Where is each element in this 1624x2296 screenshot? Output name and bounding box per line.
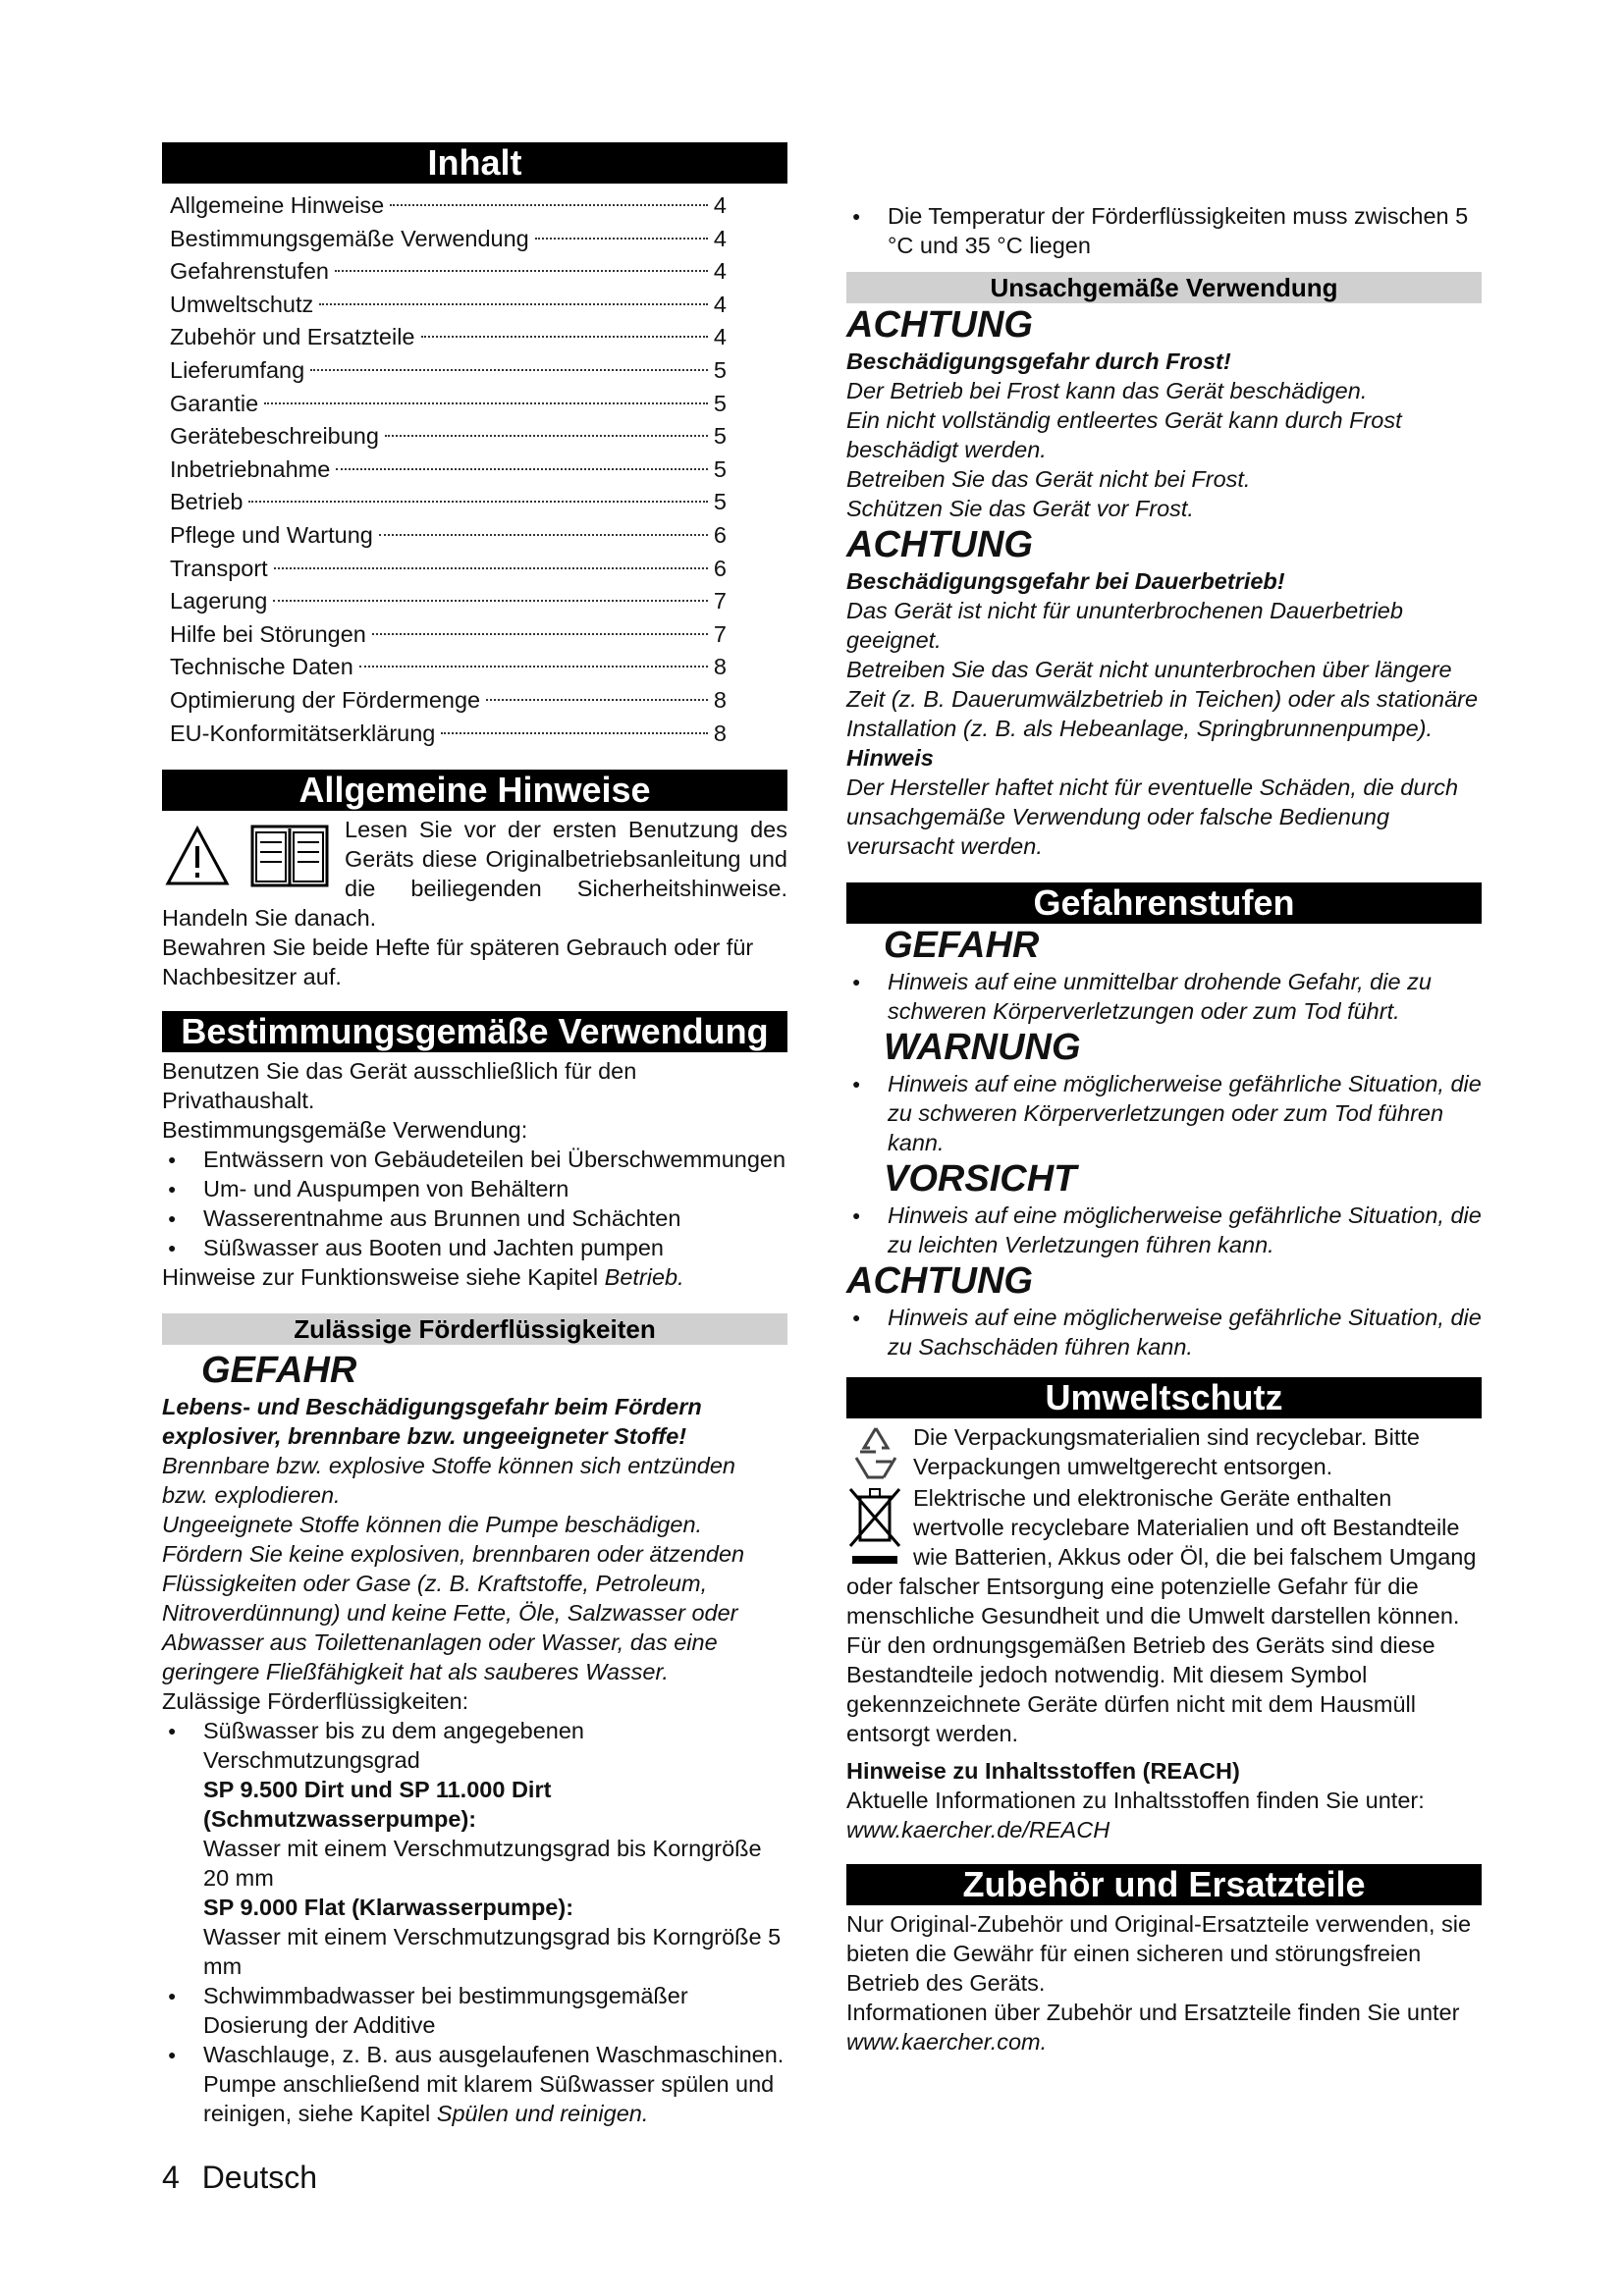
toc-entry-page: 8 xyxy=(713,654,727,680)
allgemein-intro: Lesen Sie vor der ersten Benutzung des Geräts diese Originalbetriebsanleitung und die beiliegenden Sicherheitshinweise. Handeln Sie danach. xyxy=(162,817,787,932)
toc-entry-title: EU-Konformitätserklärung xyxy=(170,720,436,746)
toc-entry-page: 4 xyxy=(713,291,727,317)
warning-triangle-book-icon xyxy=(162,815,339,893)
model-title-flat: SP 9.000 Flat (Klarwasserpumpe): xyxy=(203,1895,574,1921)
toc-leader-dots xyxy=(535,238,708,240)
toc-leader-dots xyxy=(486,699,708,701)
notice-title: Beschädigungsgefahr bei Dauerbetrieb! xyxy=(846,568,1285,594)
toc-entry-title: Bestimmungsgemäße Verwendung xyxy=(170,225,529,251)
warning-manual-icons xyxy=(162,815,339,903)
notice-title: Beschädigungsgefahr durch Frost! xyxy=(846,348,1231,374)
page-number: 4 xyxy=(162,2160,180,2195)
hint-title: Hinweis xyxy=(846,745,934,771)
zubehoer-p2-text: Informationen über Zubehör und Ersatzteile finden Sie unter xyxy=(846,2000,1460,2025)
toc-leader-dots xyxy=(390,204,708,206)
ref-link-spuelen: Spülen und reinigen. xyxy=(436,2101,649,2127)
toc-leader-dots xyxy=(359,666,708,667)
toc-entry[interactable] xyxy=(170,420,787,454)
notice-text: Betreiben Sie das Gerät nicht bei Frost. xyxy=(846,466,1251,492)
bestimmung-list xyxy=(162,1145,787,1262)
toc-entry[interactable] xyxy=(170,585,787,618)
toc-leader-dots xyxy=(385,435,708,437)
signal-word-gefahr: GEFAHR xyxy=(201,1350,357,1392)
list-item: ● Schwimmbadwasser bei bestimmungsgemäßer Dosierung der Additive xyxy=(162,1981,787,2040)
toc-leader-dots xyxy=(248,501,707,503)
list-item: ● Hinweis auf eine möglicherweise gefährliche Situation, die zu leichten Verletzungen führen kann. xyxy=(846,1201,1482,1259)
list-intro: Zulässige Förderflüssigkeiten: xyxy=(162,1688,469,1715)
toc-entry-page: 5 xyxy=(713,356,727,383)
weee-icon xyxy=(846,1483,909,1570)
toc-leader-dots xyxy=(319,303,708,305)
notice-text: Ein nicht vollständig entleertes Gerät kann durch Frost beschädigt werden. xyxy=(846,407,1402,462)
recycling-icon xyxy=(846,1422,909,1483)
toc-entry-title: Umweltschutz xyxy=(170,291,314,317)
toc-entry-title: Pflege und Wartung xyxy=(170,521,373,548)
ref-text: Hinweise zur Funktionsweise siehe Kapitel xyxy=(162,1264,599,1291)
toc-entry-title: Hilfe bei Störungen xyxy=(170,620,366,647)
model-text-flat: Wasser mit einem Verschmutzungsgrad bis Korngröße 5 mm xyxy=(203,1924,782,1980)
bestimmung-p2: Bestimmungsgemäße Verwendung: xyxy=(162,1117,528,1144)
toc-entry-page: 4 xyxy=(713,225,727,251)
toc-entry-page: 4 xyxy=(713,258,727,285)
toc-entry[interactable] xyxy=(170,223,787,256)
recycle-text: Die Verpackungsmaterialien sind recyclebar. Bitte Verpackungen umweltgerecht entsorgen. xyxy=(913,1424,1420,1479)
toc-entry[interactable] xyxy=(170,289,787,322)
list-item: ● Um- und Auspumpen von Behältern xyxy=(162,1174,787,1203)
toc-entry[interactable] xyxy=(170,486,787,519)
toc-entry-page: 5 xyxy=(713,455,727,482)
toc-entry-page: 5 xyxy=(713,489,727,515)
list-item xyxy=(162,2040,787,2128)
model-title-dirt: SP 9.500 Dirt und SP 11.000 Dirt (Schmutzwasserpumpe): xyxy=(203,1777,552,1833)
toc-entry-page: 5 xyxy=(713,423,727,450)
item-text: Süßwasser bis zu dem angegebenen Verschmutzungsgrad xyxy=(203,1718,584,1774)
model-text-dirt: Wasser mit einem Verschmutzungsgrad bis Korngröße 20 mm xyxy=(203,1836,762,1892)
warning-text-1: Brennbare bzw. explosive Stoffe können sich entzünden bzw. explodieren. xyxy=(162,1453,735,1509)
allowed-liquids-list xyxy=(162,1716,787,2128)
toc-entry-page: 8 xyxy=(713,720,727,746)
signal-word-achtung: ACHTUNG xyxy=(846,1260,1033,1302)
toc-entry[interactable] xyxy=(170,354,787,388)
list-item xyxy=(162,1716,787,1981)
table-of-contents xyxy=(162,189,787,750)
toc-entry[interactable] xyxy=(170,618,787,652)
toc-entry[interactable] xyxy=(170,684,787,718)
toc-entry[interactable] xyxy=(170,189,787,223)
reach-title: Hinweise zu Inhaltsstoffen (REACH) xyxy=(846,1758,1240,1784)
list-item: ● Die Temperatur der Förderflüssigkeiten muss zwischen 5 °C und 35 °C liegen xyxy=(846,201,1482,260)
toc-entry[interactable] xyxy=(170,388,787,421)
toc-entry-title: Garantie xyxy=(170,390,259,416)
notice-text: Betreiben Sie das Gerät nicht ununterbrochen über längere Zeit (z. B. Dauerumwälzbetrieb in Teichen) oder als stationäre Installation (z. B. als Hebeanlage, Springbrunnenpumpe). xyxy=(846,657,1479,741)
zubehoer-p1: Nur Original-Zubehör und Original-Ersatzteile verwenden, sie bieten die Gewähr für einen sicheren und störungsfreien Betrieb des Geräts. xyxy=(846,1911,1472,1996)
toc-entry[interactable] xyxy=(170,454,787,487)
toc-entry[interactable] xyxy=(170,519,787,553)
toc-leader-dots xyxy=(372,633,708,635)
toc-entry-page: 8 xyxy=(713,686,727,713)
toc-entry-page: 6 xyxy=(713,555,727,581)
page-footer xyxy=(162,2158,317,2197)
toc-entry-title: Gerätebeschreibung xyxy=(170,423,379,450)
signal-word-achtung: ACHTUNG xyxy=(846,524,1033,565)
crossed-bin-icon xyxy=(846,1483,905,1568)
toc-entry[interactable] xyxy=(170,553,787,586)
warning-text-2: Ungeeignete Stoffe können die Pumpe beschädigen. Fördern Sie keine explosiven, brennbaren oder ätzenden Flüssigkeiten oder Gase (z. B. Kraftstoffe, Petroleum, Nitroverdünnung) und keine Fette, Öle, Salzwasser oder Abwasser aus Toilettenanlagen oder Wasser, das eine geringere Fließfähigkeit hat als sauberes Wasser. xyxy=(162,1512,745,1685)
signal-word-vorsicht: VORSICHT xyxy=(884,1158,1077,1200)
signal-word-achtung: ACHTUNG xyxy=(846,304,1033,346)
toc-entry-page: 7 xyxy=(713,588,727,614)
toc-entry-title: Optimierung der Fördermenge xyxy=(170,686,481,713)
toc-leader-dots xyxy=(379,534,708,536)
toc-leader-dots xyxy=(336,468,708,470)
right-column xyxy=(846,201,1482,2056)
kaercher-link[interactable]: www.kaercher.com. xyxy=(846,2029,1048,2055)
bestimmung-ref xyxy=(162,1262,787,1292)
ref-link-betrieb: Betrieb. xyxy=(604,1264,684,1291)
section-heading-zubehoer: Zubehör und Ersatzteile xyxy=(846,1864,1482,1905)
toc-entry-title: Gefahrenstufen xyxy=(170,258,329,285)
list-item: ● Hinweis auf eine unmittelbar drohende Gefahr, die zu schweren Körperverletzungen oder zum Tod führt. xyxy=(846,967,1482,1026)
toc-leader-dots xyxy=(335,270,708,272)
danger-levels xyxy=(846,924,1482,1362)
list-item: ● Entwässern von Gebäudeteilen bei Überschwemmungen xyxy=(162,1145,787,1174)
toc-leader-dots xyxy=(310,369,708,371)
toc-entry-title: Transport xyxy=(170,555,268,581)
toc-leader-dots xyxy=(274,567,708,569)
allgemein-keep: Bewahren Sie beide Hefte für späteren Gebrauch oder für Nachbesitzer auf. xyxy=(162,934,754,990)
toc-entry[interactable] xyxy=(170,321,787,354)
reach-text-body: Aktuelle Informationen zu Inhaltsstoffen finden Sie unter: xyxy=(846,1788,1425,1813)
signal-word-gefahr: GEFAHR xyxy=(884,925,1040,966)
section-heading-gefahrenstufen: Gefahrenstufen xyxy=(846,882,1482,924)
toc-leader-dots xyxy=(441,732,708,734)
toc-entry[interactable] xyxy=(170,255,787,289)
allgemein-body xyxy=(162,815,787,991)
allowed-liquids-list-continued xyxy=(846,201,1482,260)
subsection-heading-zulaessig: Zulässige Förderflüssigkeiten xyxy=(162,1313,787,1345)
signal-word-warnung: WARNUNG xyxy=(884,1027,1081,1068)
toc-entry-title: Lieferumfang xyxy=(170,356,305,383)
toc-entry-title: Technische Daten xyxy=(170,654,353,680)
list-item: ● Wasserentnahme aus Brunnen und Schächten xyxy=(162,1203,787,1233)
footer-language: Deutsch xyxy=(201,2160,318,2195)
list-item: ● Hinweis auf eine möglicherweise gefährliche Situation, die zu schweren Körperverletzungen oder zum Tod führen kann. xyxy=(846,1069,1482,1157)
left-column xyxy=(162,142,787,2128)
toc-entry[interactable] xyxy=(170,718,787,751)
list-item: ● Süßwasser aus Booten und Jachten pumpen xyxy=(162,1233,787,1262)
section-heading-umweltschutz: Umweltschutz xyxy=(846,1377,1482,1418)
toc-entry-title: Inbetriebnahme xyxy=(170,455,331,482)
weee-text: Elektrische und elektronische Geräte enthalten wertvolle recyclebare Materialien und oft Bestandteile wie Batterien, Akkus oder Öl, die bei falschem Umgang oder falscher Entsorgung eine potenzielle Gefahr für die menschliche Gesundheit und die Umwelt darstellen können. Für den ordnungsgemäßen Betrieb des Geräts sind diese Bestandteile jedoch notwendig. Mit diesem Symbol gekennzeichnete Geräte dürfen nicht mit dem Hausmüll entsorgt werden. xyxy=(846,1485,1477,1746)
bestimmung-p1: Benutzen Sie das Gerät ausschließlich für den Privathaushalt. xyxy=(162,1058,637,1114)
reach-text xyxy=(846,1786,1482,1844)
umwelt-body xyxy=(846,1422,1482,1844)
notice-text: Der Betrieb bei Frost kann das Gerät beschädigen. xyxy=(846,378,1368,403)
zubehoer-p2 xyxy=(846,1998,1482,2056)
section-heading-allgemein: Allgemeine Hinweise xyxy=(162,770,787,811)
toc-leader-dots xyxy=(264,402,708,404)
toc-entry-title: Betrieb xyxy=(170,489,244,515)
notice-text: Das Gerät ist nicht für ununterbrochenen Dauerbetrieb geeignet. xyxy=(846,598,1403,653)
subsection-heading-unsach: Unsachgemäße Verwendung xyxy=(846,272,1482,303)
toc-leader-dots xyxy=(421,336,708,338)
toc-entry-page: 4 xyxy=(713,192,727,218)
toc-entry-title: Allgemeine Hinweise xyxy=(170,192,385,218)
notice-text: Schützen Sie das Gerät vor Frost. xyxy=(846,496,1194,521)
hint-text: Der Hersteller haftet nicht für eventuelle Schäden, die durch unsachgemäße Verwendung oder falsche Bedienung verursacht werden. xyxy=(846,774,1459,859)
section-heading-bestimmung: Bestimmungsgemäße Verwendung xyxy=(162,1011,787,1052)
toc-entry-page: 4 xyxy=(713,324,727,350)
toc-leader-dots xyxy=(273,600,708,602)
list-item: ● Hinweis auf eine möglicherweise gefährliche Situation, die zu Sachschäden führen kann. xyxy=(846,1303,1482,1362)
toc-entry[interactable] xyxy=(170,651,787,684)
reach-link[interactable]: www.kaercher.de/REACH xyxy=(846,1817,1110,1842)
toc-entry-page: 6 xyxy=(713,521,727,548)
toc-entry-title: Lagerung xyxy=(170,588,268,614)
toc-entry-page: 5 xyxy=(713,390,727,416)
toc-heading: Inhalt xyxy=(162,142,787,184)
item-text: Waschlauge, z. B. aus ausgelaufenen Waschmaschinen. Pumpe anschließend mit klarem Süßwasser spülen und reinigen, siehe Kapitel xyxy=(203,2042,785,2127)
toc-entry-page: 7 xyxy=(713,620,727,647)
toc-entry-title: Zubehör und Ersatzteile xyxy=(170,324,415,350)
warning-title: Lebens- und Beschädigungsgefahr beim Fördern explosiver, brennbare bzw. ungeeigneter Stoffe! xyxy=(162,1394,702,1450)
recycling-symbol-icon xyxy=(846,1422,905,1479)
